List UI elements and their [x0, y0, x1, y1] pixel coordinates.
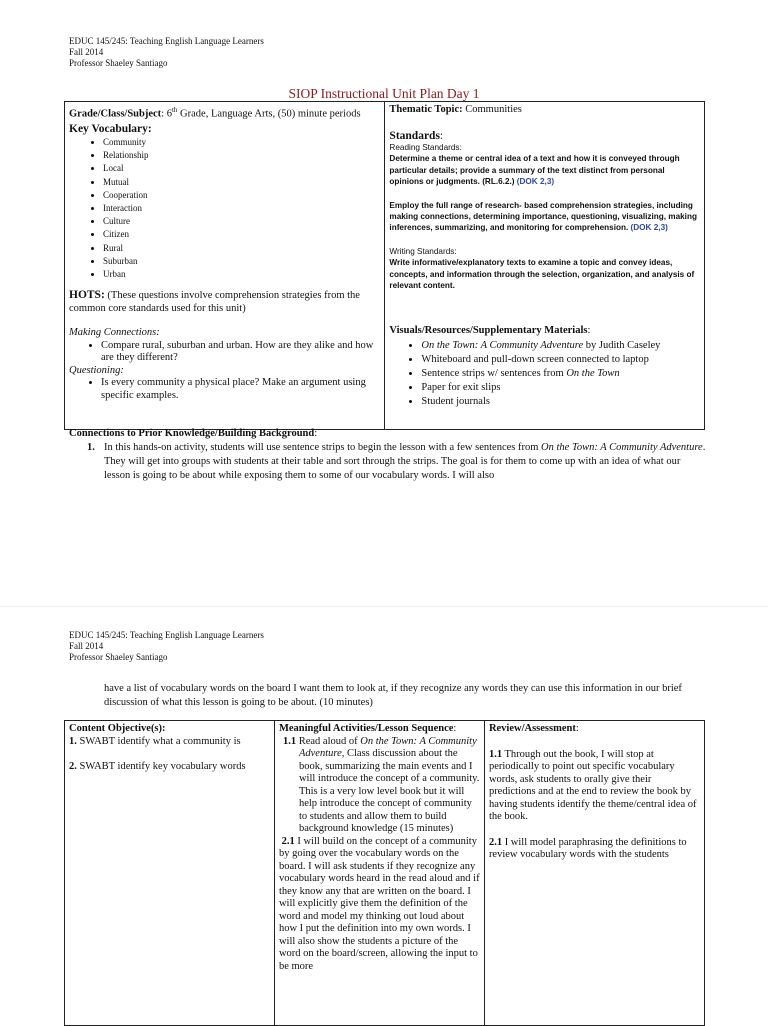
activities-label: Meaningful Activities/Lesson Sequence [278, 723, 454, 734]
page1-header [69, 36, 264, 69]
material-item [421, 339, 700, 353]
review-text: Through out the book, I will stop at periodically to point out specific vocabulary words, ask students to orally give their predictions and at the end to review the book by having students identify the theme/central idea of the book. [488, 748, 697, 822]
term: Fall 2014 [69, 47, 104, 57]
objectives-label: Content Objective(s): [69, 723, 166, 734]
grade-label: Grade/Class/Subject [69, 108, 162, 120]
materials-list [389, 339, 700, 409]
connections-colon: : [314, 428, 318, 439]
book-title: On the Town: A Community Adventure [298, 735, 477, 759]
questioning-question: • Is every community a physical place? Make an argument using specific examples. [101, 377, 380, 402]
continuation-text: have a list of vocabulary words on the board I want them to look at, if they recognize any words they can use this information in our brief discussion of what this lesson is going to be about. (10 minutes) [104, 683, 682, 708]
activities-colon: : [453, 723, 457, 734]
material-item: • Student journals [421, 395, 700, 409]
vocab-item: • Suburban [103, 255, 380, 268]
making-connections-question: • Compare rural, suburban and urban. How are they alike and how are they different? [101, 340, 380, 365]
reading-standard-2 [389, 200, 700, 234]
objectives-cell [65, 721, 275, 1026]
lesson-table [64, 720, 705, 1026]
review-text: I will model paraphrasing the definitions to review vocabulary words with the students [488, 836, 687, 860]
page2-header [69, 630, 264, 663]
book-author: by Judith Caseley [583, 340, 661, 352]
standards-colon: : [439, 130, 444, 142]
activity-text: , Class discussion about the book, summarizing the main events and I will introduce the concept of a community. This is a very low level book but it will help introduce the concept of community to students and allow them to build background knowledge (15 minutes) [298, 748, 480, 834]
hots-label: HOTS: [69, 289, 105, 302]
questioning-label: Questioning: [69, 364, 124, 376]
objective-number: 1. [69, 735, 77, 747]
activity-2 [279, 836, 480, 974]
vocab-item: • Citizen [103, 228, 380, 241]
review-cell [484, 721, 704, 1026]
standards-label: Standards [389, 130, 440, 142]
vocab-item: • Relationship [103, 149, 380, 162]
material-item: • Whiteboard and pull-down screen connected to laptop [421, 353, 700, 367]
material-item: • Paper for exit slips [421, 381, 700, 395]
objective: SWABT identify key vocabulary words [76, 761, 246, 772]
vocab-item: • Interaction [103, 202, 380, 215]
activities-cell [274, 721, 484, 1026]
reading-standard-2-text: Employ the full range of research- based comprehension strategies, including making connections, determining importance, questioning, visualizing, making inferences, summarizing, and monitoring for comprehension. [389, 200, 697, 233]
making-connections-label: Making Connections: [69, 327, 160, 339]
vocab-item: • Mutual [103, 176, 380, 189]
activity-text: Read aloud of [296, 735, 361, 747]
review-label: Review/Assessment [488, 723, 576, 734]
grade-value-post: Grade, Language Arts, (50) minute periods [177, 108, 361, 120]
grade-sup: th [171, 106, 178, 114]
materials-colon: : [587, 325, 591, 337]
term: Fall 2014 [69, 641, 104, 651]
connections-label: Connections to Prior Knowledge/Building Background [69, 428, 315, 439]
review-number: 1.1 [488, 748, 503, 760]
review-1 [489, 749, 700, 824]
book-title: On the Town: A Community Adventure [541, 442, 703, 453]
hots [69, 289, 380, 315]
grade-value: : 6 [161, 108, 172, 120]
connections-text-cont: . They will get into groups with students at their table and sort through the strips. The goal is for them to come up with an idea of what our lesson is going to be about while exposing them to some of our vocabulary words. I will also [104, 442, 706, 481]
vocab-item: • Culture [103, 215, 380, 228]
activity-1 [279, 736, 480, 836]
key-vocab-label: Key Vocabulary: [69, 122, 152, 135]
activity-number: 2.1 [281, 835, 295, 847]
list-number: 1. [87, 442, 95, 453]
book-title: On the Town [566, 368, 620, 380]
course-title: EDUC 145/245: Teaching English Language Learners [69, 36, 264, 46]
unit-plan-table [64, 101, 705, 430]
material-item [421, 367, 700, 381]
objective-number: 2. [69, 761, 77, 772]
connections-text: In this hands-on activity, students will use sentence strips to begin the lesson with a few sentences from [104, 442, 542, 453]
review-2 [489, 837, 700, 862]
professor: Professor Shaeley Santiago [69, 58, 168, 68]
connections-section [69, 427, 709, 483]
right-cell [385, 102, 705, 430]
material-text: Sentence strips w/ sentences from [421, 368, 567, 380]
activity-number: 1.1 [282, 735, 297, 747]
course-title: EDUC 145/245: Teaching English Language Learners [69, 630, 264, 640]
vocab-item: • Local [103, 162, 380, 175]
reading-standards-label: Reading Standards: [389, 143, 462, 152]
vocab-item: • Rural [103, 242, 380, 255]
page-title: SIOP Instructional Unit Plan Day 1 [288, 86, 480, 101]
vocab-item: • Cooperation [103, 189, 380, 202]
dok-tag: (DOK 2,3) [516, 177, 555, 187]
professor: Professor Shaeley Santiago [69, 652, 168, 662]
making-connections-list [69, 340, 380, 365]
reading-standard-1-text: Determine a theme or central idea of a text and how it is conveyed through particular details; provide a summary of the text distinct from personal opinions or judgments. (RL.6.2.) [389, 154, 680, 187]
reading-standard-1 [389, 153, 700, 187]
left-cell [65, 102, 385, 430]
thematic-label: Thematic Topic: [389, 104, 463, 115]
writing-standard: Write informative/explanatory texts to examine a topic and convey ideas, concepts, and information through the selection, organization, and analysis of relevant content. [389, 258, 695, 291]
questioning-list [69, 377, 380, 402]
vocab-list [69, 136, 380, 281]
vocab-item: • Community [103, 136, 380, 149]
review-number: 2.1 [488, 836, 503, 848]
thematic-value: Communities [462, 104, 522, 115]
page-divider [0, 606, 768, 607]
activity-text: I will build on the concept of a community by going over the vocabulary words on the board. I will ask students if they recognize any vocabulary words heard in the read aloud and if they know any that are written on the board. I will explicitly give them the definition of the word and model my thinking out loud about how I put the definition into my own words. I will also show the students a picture of the word on the board/screen, allowing the input to be more [278, 835, 480, 972]
writing-standards-label: Writing Standards: [389, 246, 457, 256]
vocab-item: • Urban [103, 268, 380, 281]
hots-text: (These questions involve comprehension strategies from the common core standards used for this unit) [69, 290, 360, 315]
materials-label: Visuals/Resources/Supplementary Materials [389, 325, 588, 337]
book-title: On the Town: A Community Adventure [421, 340, 584, 352]
dok-tag: (DOK 2,3) [630, 223, 668, 233]
objective: SWABT identify what a community is [76, 735, 241, 747]
review-colon: : [575, 723, 579, 734]
